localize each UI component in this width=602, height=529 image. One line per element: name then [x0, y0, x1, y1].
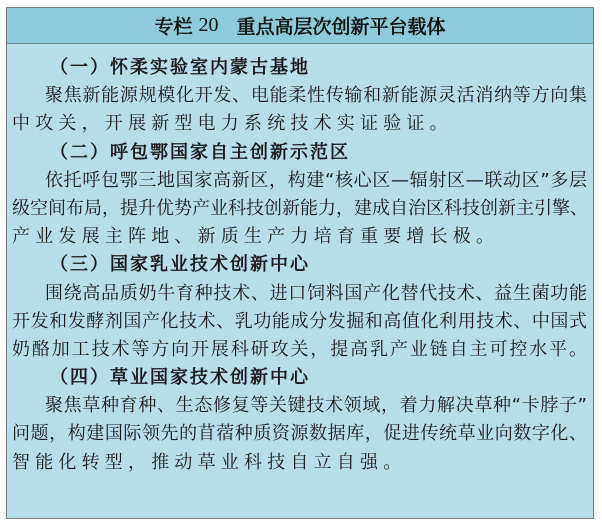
section-heading: （一）怀柔实验室内蒙古基地	[50, 57, 310, 78]
paragraph-line: 聚焦草种育种、生态修复等关键技术领域，着力解决草种“卡脖子”	[45, 395, 587, 417]
section-heading: （二）呼包鄂国家自主创新示范区	[50, 141, 350, 163]
section-heading: （三）国家乳业技术创新中心	[50, 254, 310, 276]
column-number: 20	[198, 14, 219, 36]
paragraph-line: 依托呼包鄂三地国家高新区，构建“核心区—辐射区—联动区”多层	[45, 169, 587, 191]
column-box	[6, 7, 594, 519]
paragraph-line: 级空间布局，提升优势产业科技创新能力，建成自治区科技创新主引擎、	[12, 197, 588, 219]
paragraph-line: 围绕高品质奶牛育种技术、进口饲料国产化替代技术、益生菌功能	[45, 282, 587, 304]
paragraph-line: 中攻关，开展新型电力系统技术实证验证。	[12, 113, 453, 135]
paragraph-line: 聚焦新能源规模化开发、电能柔性传输和新能源灵活消纳等方向集	[45, 85, 587, 107]
paragraph-line: 智能化转型，推动草业科技自立自强。	[12, 451, 407, 473]
section-heading: （四）草业国家技术创新中心	[50, 367, 310, 389]
column-header	[7, 8, 593, 44]
paragraph-line: 奶酪加工技术等方向开展科研攻关，提高乳产业链自主可控水平。	[12, 338, 587, 360]
column-label: 专栏	[154, 16, 193, 38]
column-title: 重点高层次创新平台载体	[236, 16, 446, 38]
paragraph-line: 产业发展主阵地、新质生产力培育重要增长极。	[12, 226, 500, 248]
paragraph-line: 问题，构建国际领先的苜蓿种质资源数据库，促进传统草业向数字化、	[12, 423, 587, 445]
column-content	[7, 44, 593, 477]
paragraph-line: 开发和发酵剂国产化技术、乳功能成分发掘和高值化利用技术、中国式	[12, 310, 587, 332]
